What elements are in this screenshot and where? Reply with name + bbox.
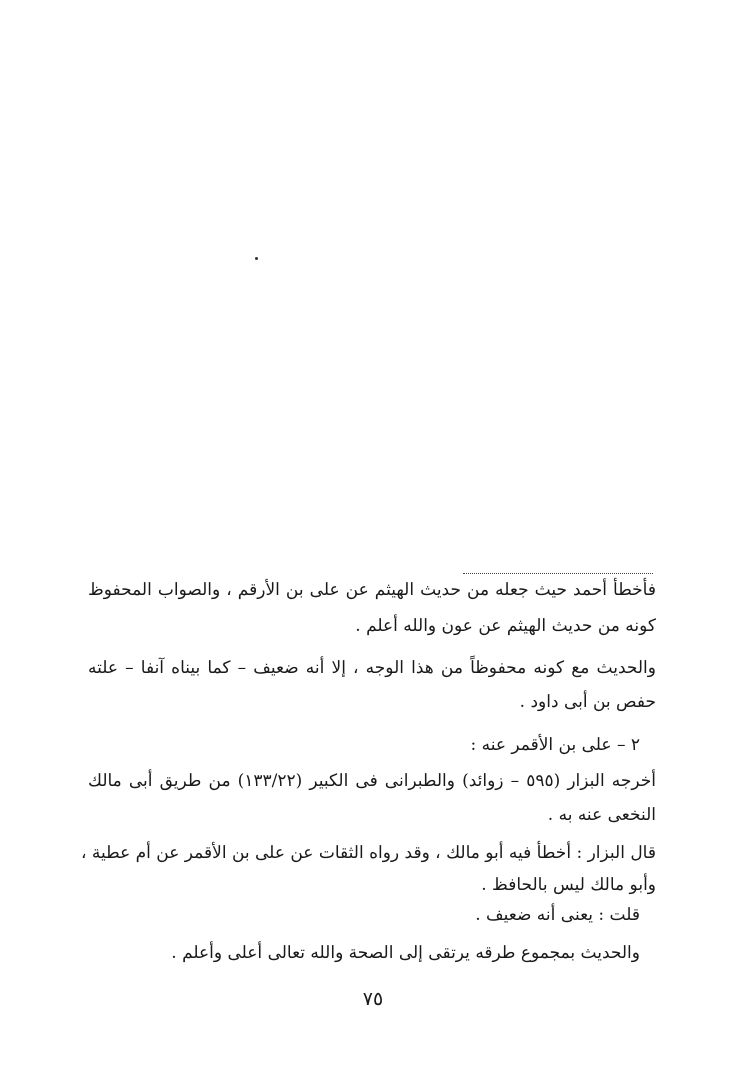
page-number: ٧٥: [362, 988, 384, 1010]
footnote-line-1: فأخطأ أحمد حيث جعله من حديث الهيثم عن على بن الأرقم ، والصواب المحفوظ: [88, 580, 656, 600]
paragraph-4-line-1: قال البزار : أخطأ فيه أبو مالك ، وقد رواه الثقات عن على بن الأقمر عن أم عطية ،: [81, 843, 656, 863]
footnote-line-2: كونه من حديث الهيثم عن عون والله أعلم .: [355, 616, 656, 636]
paragraph-2-line-1: والحديث مع كونه محفوظاً من هذا الوجه ، إلا أنه ضعيف – كما بيناه آنفا – علته: [88, 658, 656, 678]
paragraph-2-line-2: حفص بن أبى داود .: [519, 692, 656, 712]
paragraph-3-line-2: النخعى عنه به .: [547, 805, 656, 825]
paragraph-4-line-2: وأبو مالك ليس بالحافظ .: [481, 875, 656, 895]
section-heading: ٢ – على بن الأقمر عنه :: [470, 735, 640, 755]
paragraph-5: قلت : يعنى أنه ضعيف .: [475, 905, 640, 925]
paragraph-6: والحديث بمجموع طرقه يرتقى إلى الصحة والله تعالى أعلى وأعلم .: [171, 943, 640, 963]
page-body: [81, 0, 657, 1000]
paragraph-3-line-1: أخرجه البزار (٥٩٥ – زوائد) والطبرانى فى الكبير (١٣٣/٢٢) من طريق أبى مالك: [88, 771, 657, 791]
